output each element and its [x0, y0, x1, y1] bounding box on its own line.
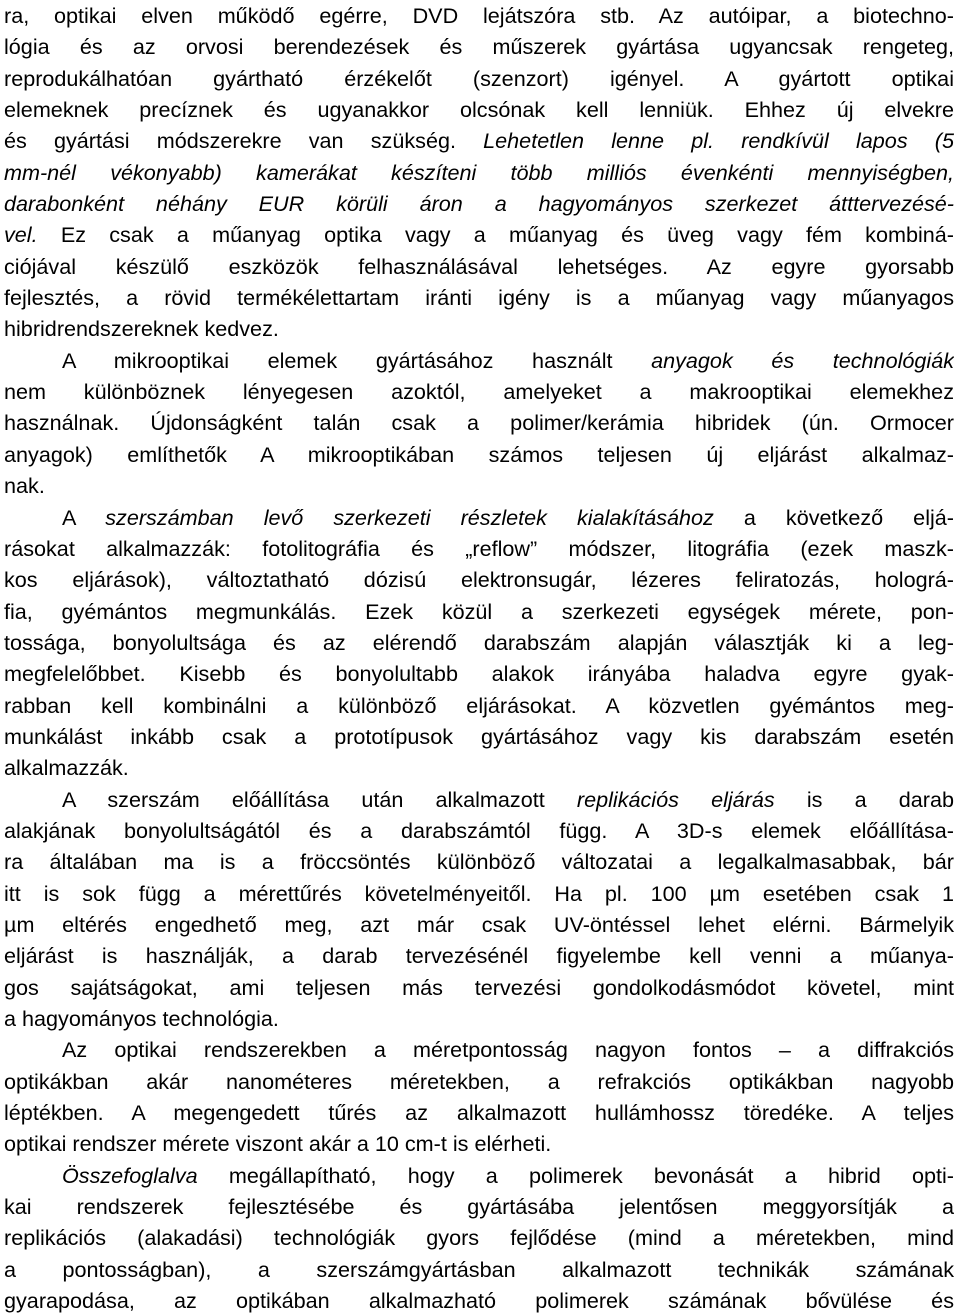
text-line [4, 1066, 954, 1097]
text-run: kai rendszerek fejlesztésébe és gyártásába jelentősen meggyorsítják a [4, 1194, 954, 1220]
text-line [4, 1160, 954, 1191]
text-run: nak. [4, 473, 45, 499]
text-line [4, 502, 954, 533]
text-run: µm eltérés engedhető meg, azt már csak UV-öntéssel lehet elérni. Bármelyik [4, 911, 954, 937]
text-line [4, 439, 954, 470]
text-run: ra, optikai elven működő egérre, DVD lejátszóra stb. Az autóipar, a biotechno- [4, 3, 954, 28]
text-run: a következő eljá- [713, 504, 954, 530]
text-line [4, 909, 954, 940]
text-run: és gyártási módszerekre van szükség. [4, 128, 484, 154]
text-run: lógia és az orvosi berendezések és műszerek gyártása ugyancsak rengeteg, [4, 34, 954, 60]
document-body-text [4, 0, 954, 1315]
text-line [4, 564, 954, 595]
text-line [4, 1097, 954, 1128]
text-line [4, 376, 954, 407]
text-line [4, 658, 954, 689]
text-run: Ez csak a műanyag optika vagy a műanyag és üveg vagy fém kombiná- [37, 222, 954, 248]
text-line [4, 0, 954, 31]
text-line [4, 752, 954, 783]
text-line [4, 1191, 954, 1222]
text-run: Az optikai rendszerekben a méretpontosság nagyon fontos – a diffrakciós [62, 1037, 954, 1063]
text-line [4, 1285, 954, 1315]
text-run: hibridrendszereknek kedvez. [4, 316, 279, 342]
text-run: megállapítható, hogy a polimerek bevonását a hibrid opti- [197, 1162, 954, 1188]
text-run: rabban kell kombinálni a különböző eljárásokat. A közvetlen gyémántos meg- [4, 692, 954, 718]
text-line [4, 815, 954, 846]
text-run: A mikrooptikai elemek gyártásához használt [62, 347, 652, 373]
italic-text-run: darabonként néhány EUR körüli áron a hagyományos szerkezet átttervezésé- [4, 191, 954, 217]
text-run: kos eljárások), változtatható dózisú elektronsugár, lézeres feliratozás, holográ- [4, 567, 954, 593]
text-line [4, 721, 954, 752]
text-run: léptékben. A megengedett tűrés az alkalmazott hullámhossz töredéke. A teljes [4, 1100, 954, 1126]
text-line [4, 878, 954, 909]
text-run: nem különböznek lényegesen azoktól, amelyeket a makrooptikai elemekhez [4, 379, 954, 405]
text-line [4, 596, 954, 627]
italic-text-run: replikációs eljárás [576, 786, 775, 812]
text-line [4, 407, 954, 438]
text-line [4, 1003, 954, 1034]
text-line [4, 940, 954, 971]
text-run: anyagok) említhetők A mikrooptikában számos teljesen új eljárást alkalmaz- [4, 441, 954, 467]
text-line [4, 1128, 954, 1159]
text-line [4, 157, 954, 188]
text-line [4, 251, 954, 282]
text-run: optikai rendszer mérete viszont akár a 10 cm-t is elérheti. [4, 1131, 552, 1157]
text-run: itt is sok függ a mérettűrés követelményeitől. Ha pl. 100 µm esetében csak 1 [4, 880, 954, 906]
document-page [4, 0, 954, 1315]
text-run: alkalmazzák. [4, 755, 129, 781]
text-run: megfelelőbbet. Kisebb és bonyolultabb alakok irányába haladva egyre gyak- [4, 661, 954, 687]
text-run: ciójával készülő eszközök felhasználásával lehetséges. Az egyre gyorsabb [4, 253, 954, 279]
text-run: munkálást inkább csak a prototípusok gyártásához vagy kis darabszám esetén [4, 723, 954, 749]
text-line [4, 94, 954, 125]
text-line [4, 219, 954, 250]
italic-text-run: mm-nél vékonyabb) kamerákat készíteni több milliós évenkénti mennyiségben, [4, 159, 954, 185]
text-line [4, 470, 954, 501]
text-run: a pontosságban), a szerszámgyártásban alkalmazott technikák számának [4, 1256, 954, 1282]
text-line [4, 1034, 954, 1065]
text-line [4, 282, 954, 313]
italic-text-run: Lehetetlen lenne pl. rendkívül lapos (5 [483, 128, 954, 154]
text-run: A szerszám előállítása után alkalmazott [62, 786, 577, 812]
text-run: elemeknek precíznek és ugyanakkor olcsónak kell lenniük. Ehhez új elvekre [4, 97, 954, 123]
text-run: gyarapodása, az optikában alkalmazható polimerek számának bővülése és [4, 1288, 954, 1314]
text-line [4, 1254, 954, 1285]
text-line [4, 63, 954, 94]
text-run: replikációs (alakadási) technológiák gyors fejlődése (mind a méretekben, mind [4, 1225, 954, 1251]
text-line [4, 627, 954, 658]
text-run: rásokat alkalmazzák: fotolitográfia és „reflow” módszer, litográfia (ezek maszk- [4, 535, 954, 561]
text-run: optikákban akár nanométeres méretekben, a refrakciós optikákban nagyobb [4, 1068, 954, 1094]
text-run: eljárást is használják, a darab tervezésénél figyelembe kell venni a műanya- [4, 943, 954, 969]
italic-text-run: Összefoglalva [62, 1162, 198, 1188]
text-line [4, 31, 954, 62]
text-line [4, 125, 954, 156]
italic-text-run: anyagok és technológiák [651, 347, 954, 373]
text-run: fia, gyémántos megmunkálás. Ezek közül a szerkezeti egységek mérete, pon- [4, 598, 954, 624]
text-line [4, 345, 954, 376]
text-run: reprodukálhatóan gyártható érzékelőt (szenzort) igényel. A gyártott optikai [4, 65, 954, 91]
text-line [4, 784, 954, 815]
text-run: gos sajátságokat, ami teljesen más tervezési gondolkodásmódot követel, mint [4, 974, 954, 1000]
text-run: a hagyományos technológia. [4, 1006, 279, 1031]
text-run: A [62, 504, 106, 530]
italic-text-run: vel. [4, 222, 38, 248]
text-line [4, 533, 954, 564]
text-line [4, 188, 954, 219]
text-run: fejlesztés, a rövid termékélettartam iránti igény is a műanyag vagy műanyagos [4, 285, 954, 311]
text-line [4, 1222, 954, 1253]
text-line [4, 972, 954, 1003]
text-line [4, 313, 954, 344]
text-run: tossága, bonyolultsága és az elérendő darabszám alapján választják ki a leg- [4, 629, 954, 655]
text-run: alakjának bonyolultságától és a darabszámtól függ. A 3D-s elemek előállítása- [4, 817, 954, 843]
text-line [4, 846, 954, 877]
italic-text-run: szerszámban levő szerkezeti részletek kialakításához [105, 504, 714, 530]
text-line [4, 690, 954, 721]
text-run: is a darab [774, 786, 954, 812]
text-run: ra általában ma is a fröccsöntés különböző változatai a legalkalmasabbak, bár [4, 849, 954, 875]
text-run: használnak. Újdonságként talán csak a polimer/kerámia hibridek (ún. Ormocer [4, 410, 954, 436]
